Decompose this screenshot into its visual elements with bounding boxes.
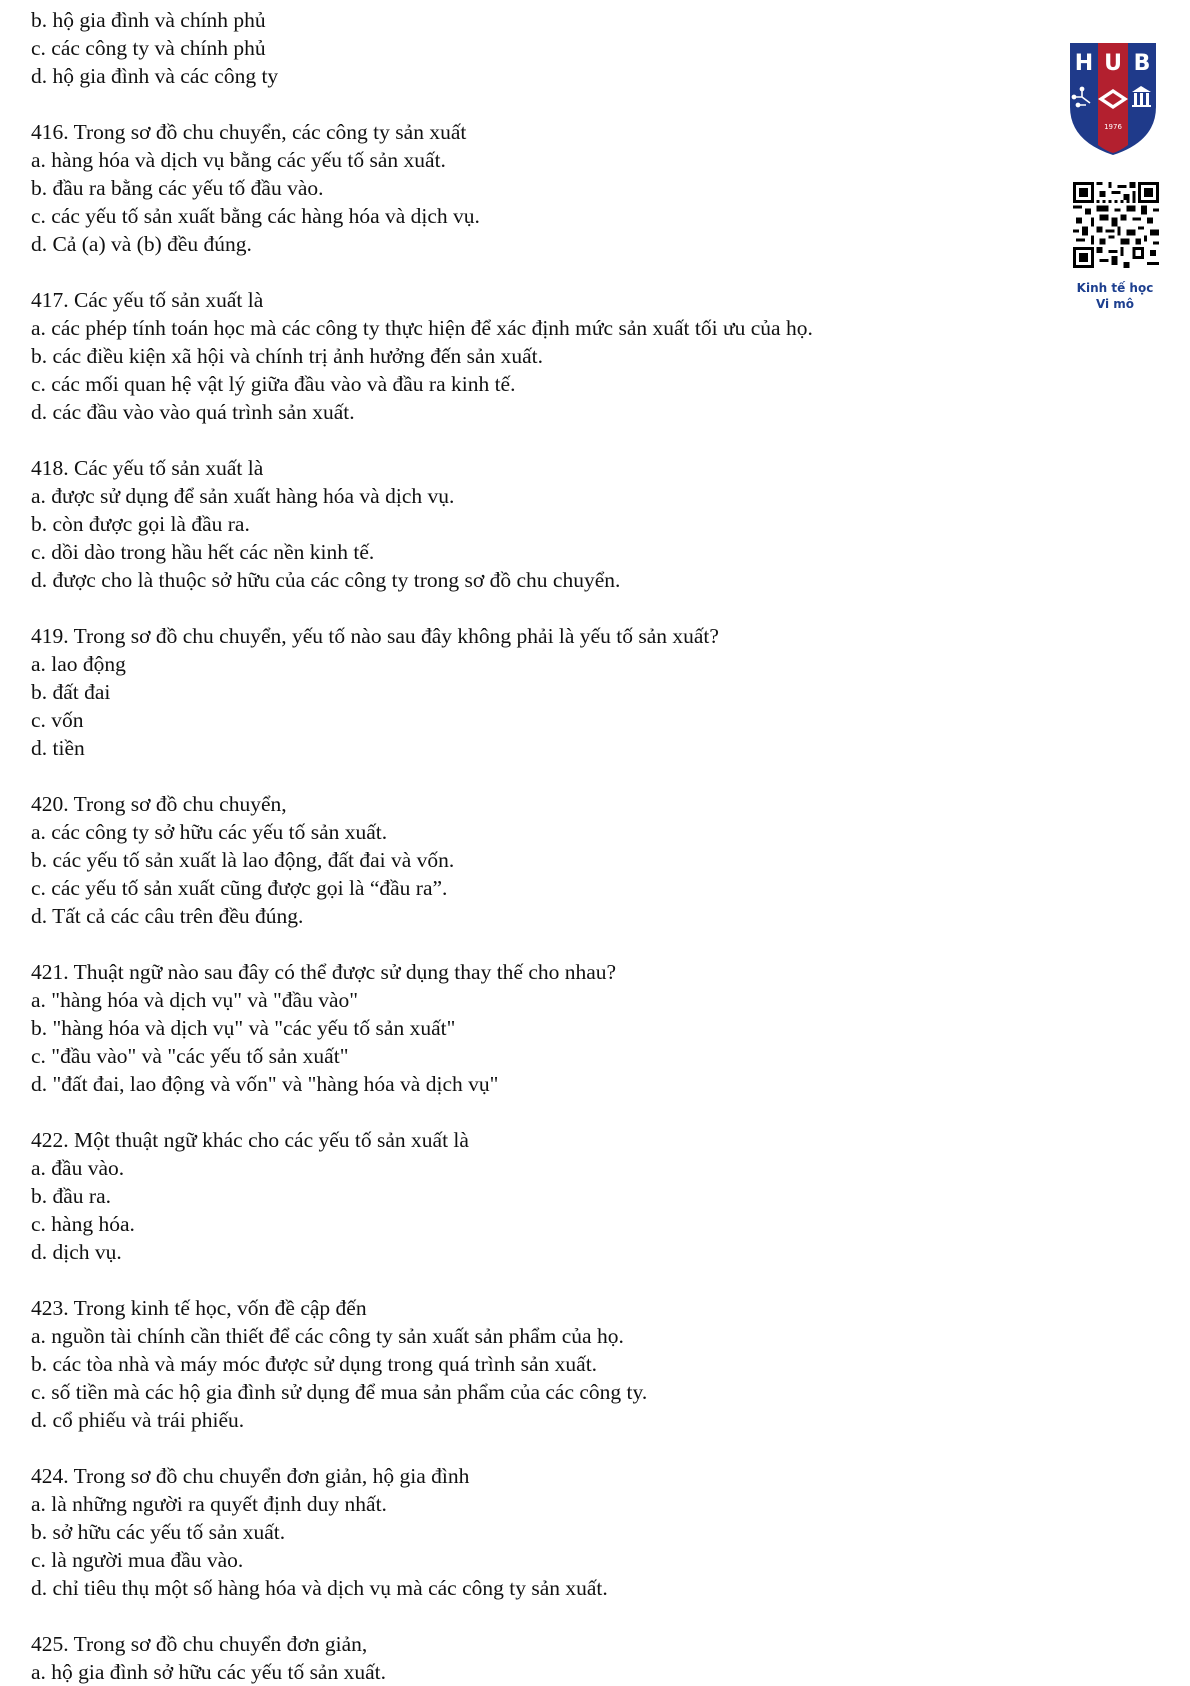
question-stem: 419. Trong sơ đồ chu chuyển, yếu tố nào sau đây không phải là yếu tố sản xuất? <box>31 624 719 648</box>
option: c. số tiền mà các hộ gia đình sử dụng để mua sản phẩm của các công ty. <box>31 1380 648 1404</box>
option: b. các yếu tố sản xuất là lao động, đất đai và vốn. <box>31 848 455 872</box>
question-stem: 420. Trong sơ đồ chu chuyển, <box>31 792 287 816</box>
option: c. vốn <box>31 708 84 732</box>
option: b. còn được gọi là đầu ra. <box>31 512 250 536</box>
option: c. các yếu tố sản xuất bằng các hàng hóa và dịch vụ. <box>31 204 480 228</box>
question-list <box>31 6 1061 1686</box>
question-416 <box>31 118 1061 258</box>
option: a. các công ty sở hữu các yếu tố sản xuất. <box>31 820 388 844</box>
question-425 <box>31 1630 1061 1686</box>
option: d. Tất cả các câu trên đều đúng. <box>31 904 304 928</box>
option: b. các tòa nhà và máy móc được sử dụng trong quá trình sản xuất. <box>31 1352 598 1376</box>
option: a. hộ gia đình sở hữu các yếu tố sản xuất. <box>31 1660 386 1684</box>
question-stem: 424. Trong sơ đồ chu chuyển đơn giản, hộ gia đình <box>31 1464 470 1488</box>
logo-letter-b: B <box>1133 51 1151 76</box>
option: d. được cho là thuộc sở hữu của các công ty trong sơ đồ chu chuyển. <box>31 568 621 592</box>
hub-logo <box>1066 37 1160 157</box>
option: d. các đầu vào vào quá trình sản xuất. <box>31 400 355 424</box>
option: d. cổ phiếu và trái phiếu. <box>31 1408 245 1432</box>
option: a. nguồn tài chính cần thiết để các công ty sản xuất sản phẩm của họ. <box>31 1324 624 1348</box>
brand-caption <box>1060 280 1170 312</box>
question-stem: 422. Một thuật ngữ khác cho các yếu tố sản xuất là <box>31 1128 469 1152</box>
option: c. các công ty và chính phủ <box>31 36 266 60</box>
qr-code <box>1073 182 1159 268</box>
question-420 <box>31 790 1061 930</box>
question-stem: 418. Các yếu tố sản xuất là <box>31 456 264 480</box>
option: a. là những người ra quyết định duy nhất. <box>31 1492 387 1516</box>
option: c. "đầu vào" và "các yếu tố sản xuất" <box>31 1044 349 1068</box>
option: d. hộ gia đình và các công ty <box>31 64 279 88</box>
question-421 <box>31 958 1061 1098</box>
option: c. hàng hóa. <box>31 1212 135 1236</box>
question-stem: 425. Trong sơ đồ chu chuyển đơn giản, <box>31 1632 368 1656</box>
question-418 <box>31 454 1061 594</box>
option: c. các yếu tố sản xuất cũng được gọi là “đầu ra”. <box>31 876 448 900</box>
question-stem: 416. Trong sơ đồ chu chuyển, các công ty sản xuất <box>31 120 467 144</box>
question-424 <box>31 1462 1061 1602</box>
option: a. hàng hóa và dịch vụ bằng các yếu tố sản xuất. <box>31 148 446 172</box>
question-stem: 423. Trong kinh tế học, vốn đề cập đến <box>31 1296 367 1320</box>
carryover-options <box>31 6 1061 90</box>
option: b. sở hữu các yếu tố sản xuất. <box>31 1520 286 1544</box>
option: a. đầu vào. <box>31 1156 125 1180</box>
option: c. dồi dào trong hầu hết các nền kinh tế. <box>31 540 375 564</box>
question-stem: 421. Thuật ngữ nào sau đây có thể được sử dụng thay thế cho nhau? <box>31 960 617 984</box>
option: b. hộ gia đình và chính phủ <box>31 8 266 32</box>
option: d. Cả (a) và (b) đều đúng. <box>31 232 252 256</box>
option: a. được sử dụng để sản xuất hàng hóa và dịch vụ. <box>31 484 455 508</box>
option: d. dịch vụ. <box>31 1240 122 1264</box>
option: a. lao động <box>31 652 126 676</box>
option: c. các mối quan hệ vật lý giữa đầu vào và đầu ra kinh tế. <box>31 372 516 396</box>
question-423 <box>31 1294 1061 1434</box>
caption-line-2: Vi mô <box>1095 297 1135 311</box>
option: b. "hàng hóa và dịch vụ" và "các yếu tố sản xuất" <box>31 1016 456 1040</box>
option: b. đất đai <box>31 680 111 704</box>
option: c. là người mua đầu vào. <box>31 1548 244 1572</box>
question-417 <box>31 286 1061 426</box>
option: b. đầu ra bằng các yếu tố đầu vào. <box>31 176 324 200</box>
option: d. "đất đai, lao động và vốn" và "hàng hóa và dịch vụ" <box>31 1072 499 1096</box>
logo-letter-u: U <box>1104 51 1122 76</box>
logo-letter-h: H <box>1074 51 1094 76</box>
option: b. đầu ra. <box>31 1184 111 1208</box>
option: a. "hàng hóa và dịch vụ" và "đầu vào" <box>31 988 359 1012</box>
question-419 <box>31 622 1061 762</box>
option: a. các phép tính toán học mà các công ty thực hiện để xác định mức sản xuất tối ưu của họ. <box>31 316 813 340</box>
caption-line-1: Kinh tế học <box>1076 281 1154 295</box>
option: b. các điều kiện xã hội và chính trị ảnh hưởng đến sản xuất. <box>31 344 544 368</box>
logo-year: 1976 <box>1104 123 1122 131</box>
question-stem: 417. Các yếu tố sản xuất là <box>31 288 264 312</box>
option: d. tiền <box>31 736 85 760</box>
option: d. chỉ tiêu thụ một số hàng hóa và dịch vụ mà các công ty sản xuất. <box>31 1576 608 1600</box>
question-422 <box>31 1126 1061 1266</box>
